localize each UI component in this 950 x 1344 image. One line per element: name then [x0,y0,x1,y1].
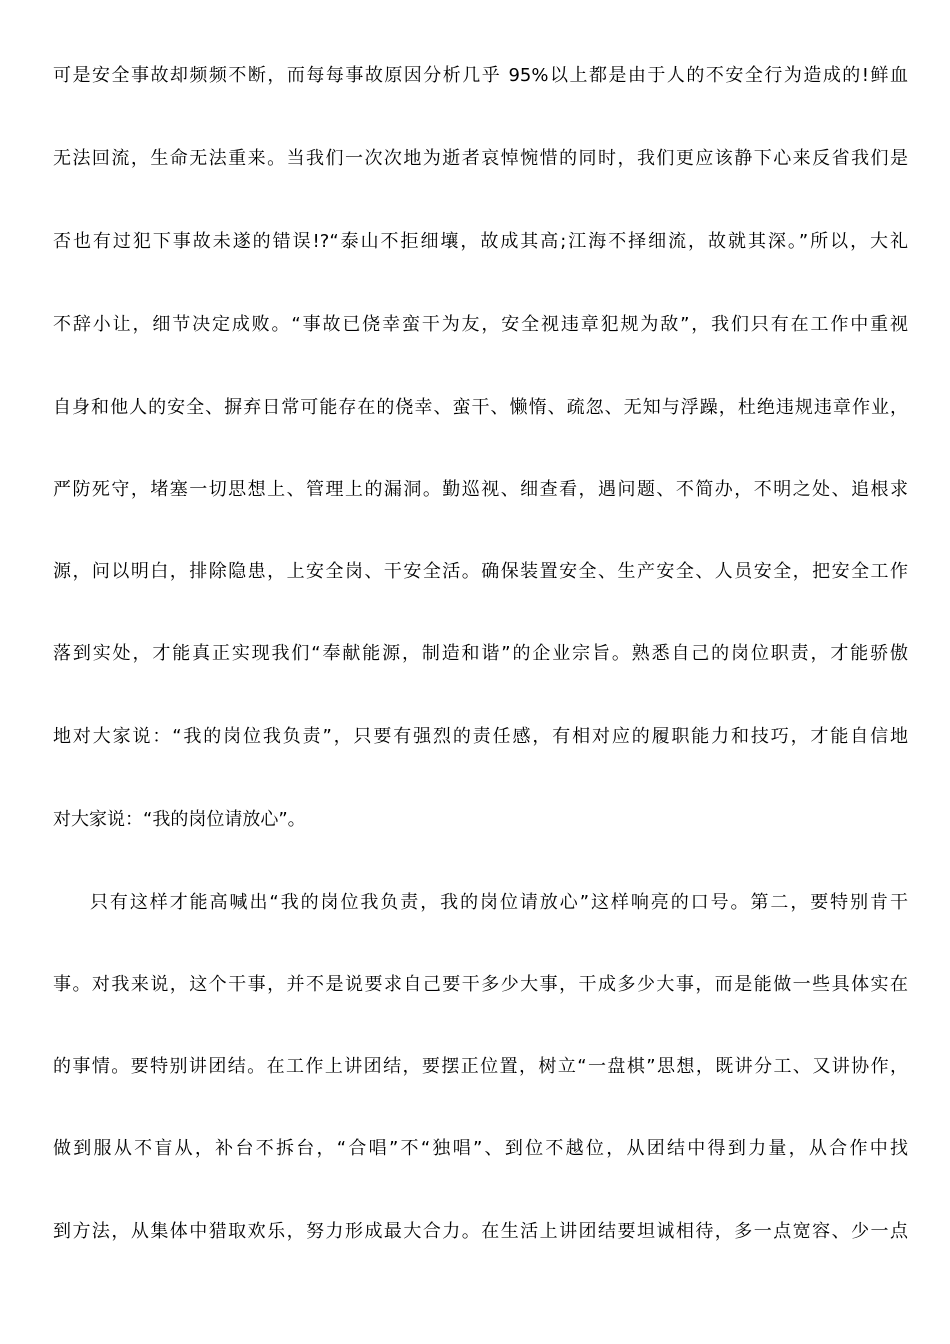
paragraph-first-line: 只有这样才能高喊出“我的岗位我负责，我的岗位请放心”这样响亮的口号。第二，要特别肯干 [90,892,908,913]
text-line: 自身和他人的安全、摒弃日常可能存在的侥幸、蛮干、懒惰、疏忽、无知与浮躁，杜绝违规违章作业， [53,397,908,418]
text-line: 做到服从不盲从，补台不拆台，“合唱”不“独唱”、到位不越位，从团结中得到力量，从合作中找 [53,1138,908,1159]
text-line: 否也有过犯下事故未遂的错误!?“泰山不拒细壤，故成其高;江海不择细流，故就其深。”所以，大礼 [53,231,908,252]
paragraph-last-line: 对大家说：“我的岗位请放心”。 [53,809,306,830]
text-line: 到方法，从集体中猎取欢乐，努力形成最大合力。在生活上讲团结要坦诚相待，多一点宽容、少一点 [53,1221,908,1242]
text-line: 无法回流，生命无法重来。当我们一次次地为逝者哀悼惋惜的同时，我们更应该静下心来反省我们是 [53,148,908,169]
text-line: 地对大家说：“我的岗位我负责”，只要有强烈的责任感，有相对应的履职能力和技巧，才能自信地 [53,726,908,747]
text-line: 严防死守，堵塞一切思想上、管理上的漏洞。勤巡视、细查看，遇问题、不简办，不明之处、追根求 [53,479,908,500]
text-line: 不辞小让，细节决定成败。“事故已侥幸蛮干为友，安全视违章犯规为敌”，我们只有在工作中重视 [53,314,908,335]
text-line: 落到实处，才能真正实现我们“奉献能源，制造和谐”的企业宗旨。熟悉自己的岗位职责，才能骄傲 [53,643,908,664]
text-line: 事。对我来说，这个干事，并不是说要求自己要干多少大事，干成多少大事，而是能做一些具体实在 [53,974,908,995]
text-line: 的事情。要特别讲团结。在工作上讲团结，要摆正位置，树立“一盘棋”思想，既讲分工、又讲协作， [53,1056,908,1077]
text-line: 可是安全事故却频频不断，而每每事故原因分析几乎 95%以上都是由于人的不安全行为造成的!鲜血 [53,65,908,86]
text-line: 源，问以明白，排除隐患，上安全岗、干安全活。确保装置安全、生产安全、人员安全，把安全工作 [53,561,908,582]
